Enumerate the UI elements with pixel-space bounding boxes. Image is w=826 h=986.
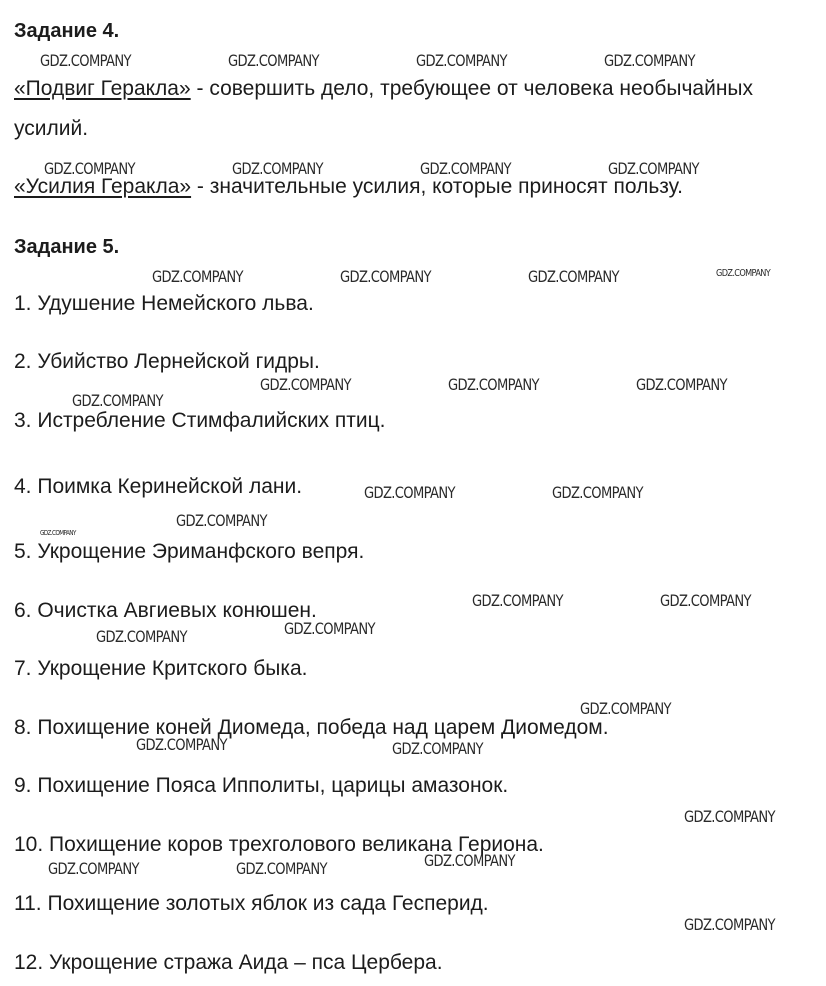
task4-term-2: «Усилия Геракла»: [14, 175, 192, 198]
task4-definition-2-text: - значительные усилия, которые приносят пользу.: [191, 175, 683, 198]
watermark: GDZ.COMPANY: [284, 619, 375, 638]
watermark: GDZ.COMPANY: [364, 483, 455, 502]
task4-definition-1: [14, 76, 753, 102]
watermark: GDZ.COMPANY: [40, 529, 76, 537]
watermark: GDZ.COMPANY: [48, 859, 139, 878]
watermark: GDZ.COMPANY: [528, 267, 619, 286]
task5-item-11: 11. Похищение золотых яблок из сада Гесперид.: [14, 892, 489, 915]
watermark: GDZ.COMPANY: [424, 851, 515, 870]
watermark: GDZ.COMPANY: [420, 159, 511, 178]
task5-item-12: 12. Укрощение стража Аида – пса Цербера.: [14, 951, 443, 974]
watermark: GDZ.COMPANY: [40, 51, 131, 70]
task5-item-5: 5. Укрощение Эриманфского вепря.: [14, 540, 365, 563]
watermark: GDZ.COMPANY: [152, 267, 243, 286]
watermark: GDZ.COMPANY: [176, 511, 267, 530]
watermark: GDZ.COMPANY: [448, 375, 539, 394]
watermark: GDZ.COMPANY: [340, 267, 431, 286]
watermark: GDZ.COMPANY: [604, 51, 695, 70]
watermark: GDZ.COMPANY: [236, 859, 327, 878]
watermark: GDZ.COMPANY: [684, 915, 775, 934]
watermark: GDZ.COMPANY: [608, 159, 699, 178]
watermark: GDZ.COMPANY: [580, 699, 671, 718]
task5-item-8: 8. Похищение коней Диомеда, победа над царем Диомедом.: [14, 716, 609, 739]
watermark: GDZ.COMPANY: [636, 375, 727, 394]
task5-item-10: 10. Похищение коров трехголового великана Гериона.: [14, 833, 544, 856]
task5-item-2: 2. Убийство Лернейской гидры.: [14, 350, 320, 373]
task4-term-1: «Подвиг Геракла»: [14, 77, 191, 100]
watermark: GDZ.COMPANY: [392, 739, 483, 758]
watermark: GDZ.COMPANY: [472, 591, 563, 610]
watermark: GDZ.COMPANY: [228, 51, 319, 70]
watermark: GDZ.COMPANY: [232, 159, 323, 178]
watermark: GDZ.COMPANY: [716, 268, 771, 279]
watermark: GDZ.COMPANY: [684, 807, 775, 826]
task5-heading: Задание 5.: [14, 236, 120, 258]
watermark: GDZ.COMPANY: [136, 735, 227, 754]
watermark: GDZ.COMPANY: [44, 159, 135, 178]
watermark: GDZ.COMPANY: [72, 391, 163, 410]
watermark: GDZ.COMPANY: [660, 591, 751, 610]
task5-item-4: 4. Поимка Керинейской лани.: [14, 475, 303, 498]
task4-definition-1-wrap: усилий.: [14, 117, 89, 140]
task5-item-6: 6. Очистка Авгиевых конюшен.: [14, 599, 317, 622]
watermark: GDZ.COMPANY: [552, 483, 643, 502]
task5-item-3: 3. Истребление Стимфалийских птиц.: [14, 409, 386, 432]
task5-item-1: 1. Удушение Немейского льва.: [14, 292, 314, 315]
watermark: GDZ.COMPANY: [260, 375, 351, 394]
task4-heading: Задание 4.: [14, 20, 120, 42]
watermark: GDZ.COMPANY: [96, 627, 187, 646]
task5-item-9: 9. Похищение Пояса Ипполиты, царицы амазонок.: [14, 774, 509, 797]
watermark: GDZ.COMPANY: [416, 51, 507, 70]
task5-item-7: 7. Укрощение Критского быка.: [14, 657, 308, 680]
task4-definition-1-text: - совершить дело, требующее от человека необычайных: [190, 77, 754, 100]
